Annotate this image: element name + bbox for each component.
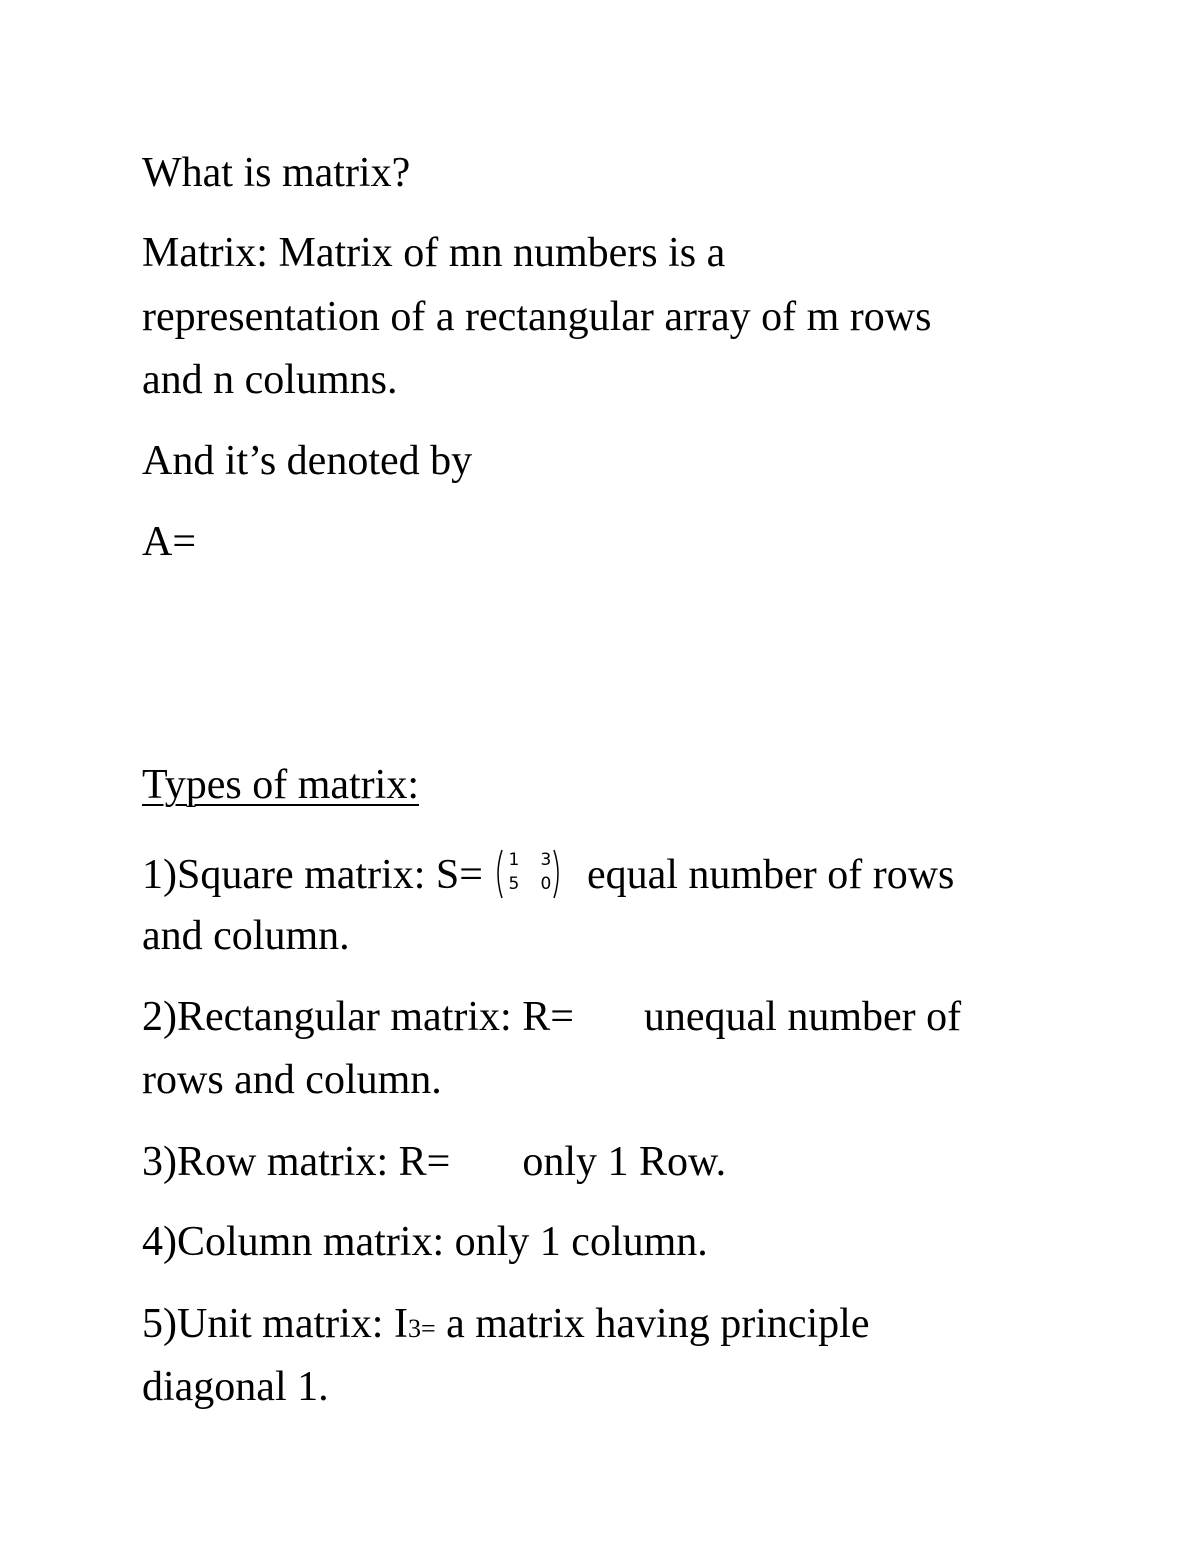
heading-what-is-matrix: What is matrix? (142, 150, 411, 196)
matrix-cell: 3 (540, 850, 552, 870)
definition-line-3: and n columns. (142, 357, 398, 403)
definition-line-2: representation of a rectangular array of m rows (142, 294, 932, 340)
square-matrix-prefix: 1)Square matrix: S= (142, 852, 483, 898)
row-matrix-prefix: 3)Row matrix: R= (142, 1139, 451, 1185)
matrix-cell: 1 (508, 850, 520, 870)
square-matrix-example (493, 848, 563, 900)
row-matrix-line (142, 1141, 726, 1183)
rectangular-matrix-continuation: rows and column. (142, 1057, 442, 1103)
rectangular-matrix-suffix: unequal number of (643, 994, 962, 1040)
rectangular-matrix-line (142, 996, 961, 1038)
square-matrix-continuation: and column. (142, 913, 350, 959)
unit-matrix-continuation: diagonal 1. (142, 1364, 329, 1410)
square-matrix-line (142, 848, 954, 900)
row-matrix-suffix: only 1 Row. (522, 1139, 727, 1185)
unit-matrix-prefix: 5)Unit matrix: I (142, 1301, 408, 1347)
matrix-grid (505, 850, 555, 898)
unit-matrix-line (142, 1303, 870, 1345)
unit-matrix-subscript: 3= (407, 1314, 436, 1343)
rectangular-matrix-prefix: 2)Rectangular matrix: R= (142, 994, 574, 1040)
matrix-cell: 5 (508, 874, 520, 894)
types-heading: Types of matrix: (142, 762, 419, 808)
square-matrix-suffix: equal number of rows (586, 852, 955, 898)
definition-line-1: Matrix: Matrix of mn numbers is a (142, 230, 726, 276)
a-equals-text: A= (142, 519, 197, 565)
denoted-by-text: And it’s denoted by (142, 438, 473, 484)
column-matrix-line: 4)Column matrix: only 1 column. (142, 1219, 708, 1265)
matrix-cell: 0 (540, 874, 552, 894)
unit-matrix-suffix: a matrix having principle (435, 1301, 870, 1347)
